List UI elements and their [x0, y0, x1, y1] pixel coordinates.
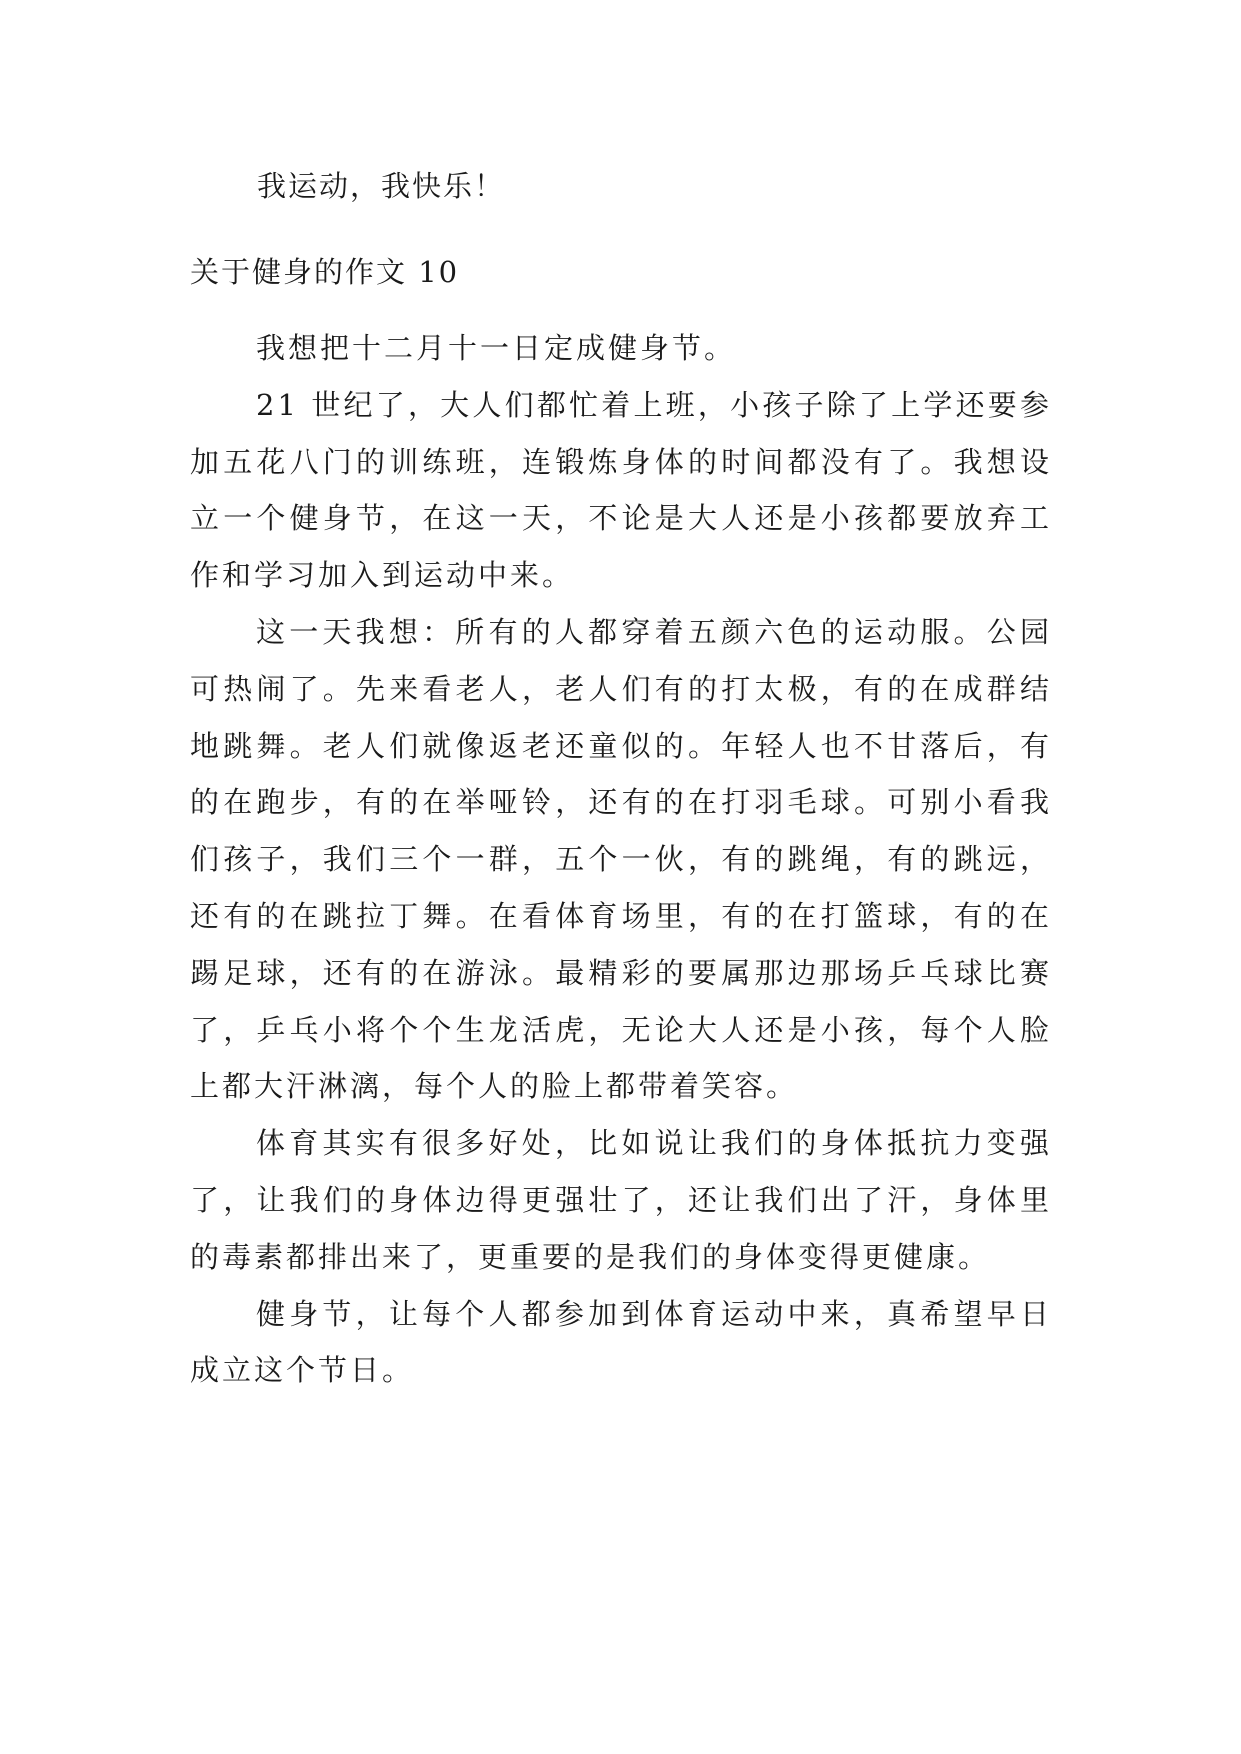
paragraph-5: 健身节，让每个人都参加到体育运动中来，真希望早日成立这个节日。: [190, 1296, 1052, 1388]
paragraph-4: 体育其实有很多好处，比如说让我们的身体抵抗力变强了，让我们的身体边得更强壮了，还让我们出了汗，身体里的毒素都排出来了，更重要的是我们的身体变得更健康。: [190, 1126, 1052, 1274]
paragraph-1: 我想把十二月十一日定成健身节。: [256, 331, 737, 365]
closing-line: 我运动，我快乐！: [257, 169, 506, 203]
essay-body: [190, 320, 1052, 1399]
paragraph-3: 这一天我想：所有的人都穿着五颜六色的运动服。公园可热闹了。先来看老人，老人们有的打太极，有的在成群结地跳舞。老人们就像返老还童似的。年轻人也不甘落后，有的在跑步，有的在举哑铃，还有的在打羽毛球。可别小看我们孩子，我们三个一群，五个一伙，有的跳绳，有的跳远，还有的在跳拉丁舞。在看体育场里，有的在打篮球，有的在踢足球，还有的在游泳。最精彩的要属那边那场乒乓球比赛了，乒乓小将个个生龙活虎，无论大人还是小孩，每个人脸上都大汗淋漓，每个人的脸上都带着笑容。: [190, 614, 1052, 1104]
essay-title: 关于健身的作文 10: [190, 255, 460, 289]
paragraph-2: 21 世纪了，大人们都忙着上班，小孩子除了上学还要参加五花八门的训练班，连锻炼身体的时间都没有了。我想设立一个健身节，在这一天，不论是大人还是小孩都要放弃工作和学习加入到运动中来。: [190, 387, 1052, 593]
